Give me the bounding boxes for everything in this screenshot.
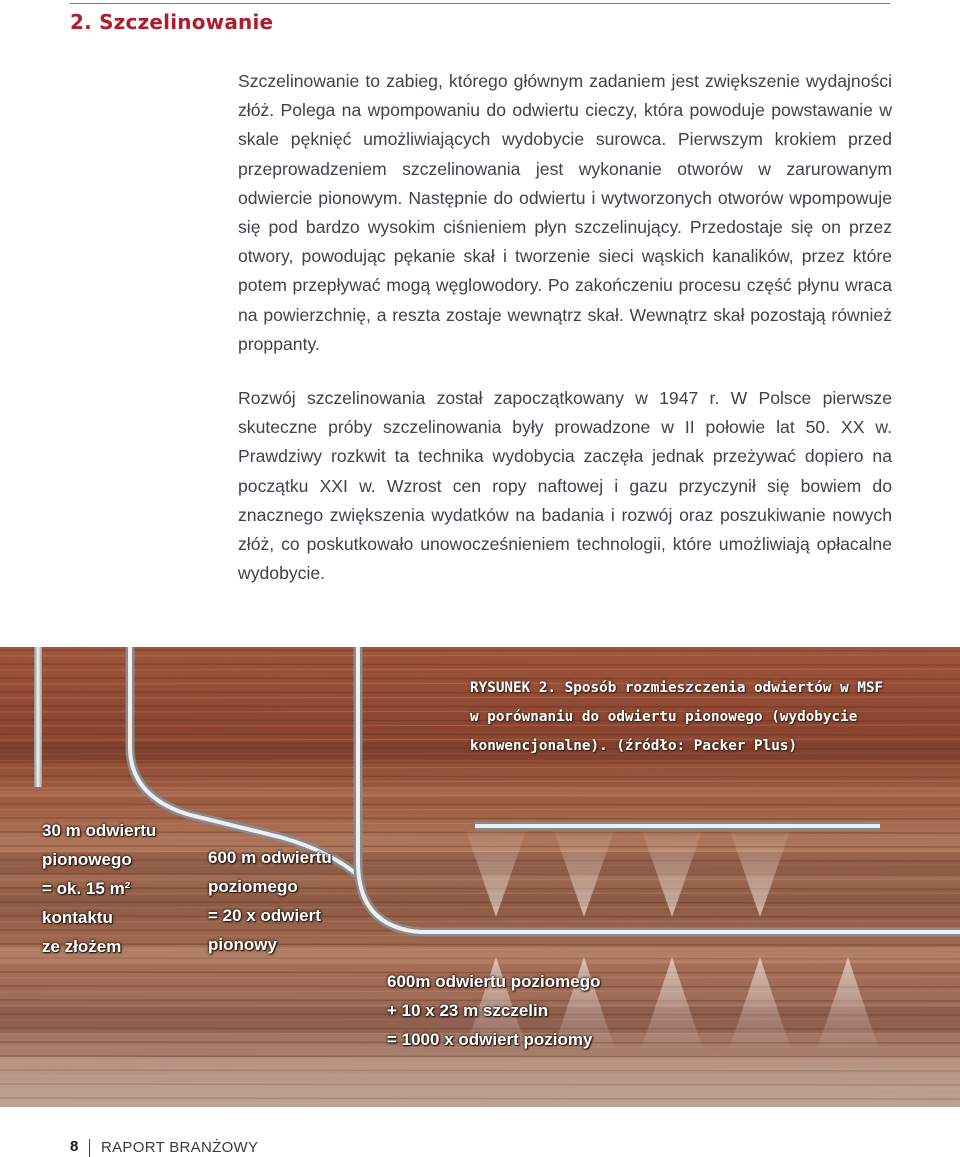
vertical-well-label-line: ze złożem [42,937,122,956]
top-rule [70,3,890,4]
vertical-well-pipe [34,647,42,787]
msf-well-label-line: 600m odwiertu poziomego [387,972,601,991]
section-title: 2. Szczelinowanie [70,10,274,34]
msf-well-label-line: + 10 x 23 m szczelin [387,1001,549,1020]
body-paragraph-1: Szczelinowanie to zabieg, którego głównym zadaniem jest zwiększenie wydajności złóż. Polega na wpompowaniu do odwiertu cieczy, która powoduje powstawanie w skale pęknięć umożliwiających wydobycie surowca. Pierwszym krokiem przed przeprowadzeniem szczelinowania jest wykonanie otworów w zarurowanym odwiercie pionowym. Następnie do odwiertu i wytworzonych otworów wpompowuje się pod bardzo wysokim ciśnieniem płyn szczelinujący. Przedostaje się on przez otwory, powodując pękanie skał i tworzenie sieci wąskich kanalików, przez które potem przepływać mogą węglowodory. Po zakończeniu procesu część płynu wraca na powierzchnię, a reszta zostaje wewnątrz skał. Wewnątrz skał pozostają również proppanty. [238,71,892,354]
horizontal-well-label [208,843,332,959]
figure-caption: RYSUNEK 2. Sposób rozmieszczenia odwiertów w MSF w porównaniu do odwiertu pionowego (wydobycie konwencjonalne). (źródło: Packer Plus) [470,680,884,754]
vertical-well-label [42,816,156,961]
vertical-well-label-line: = ok. 15 m² [42,879,131,898]
vertical-well-label-line: pionowego [42,850,132,869]
vertical-well-label-line: 30 m odwiertu [42,821,157,840]
horizontal-well-label-line: pionowy [208,935,277,954]
footer-divider [89,1139,90,1157]
msf-well-label [387,967,600,1054]
body-paragraph-2: Rozwój szczelinowania został zapoczątkowany w 1947 r. W Polsce pierwsze skuteczne próby szczelinowania były prowadzone w II połowie lat 50. XX w. Prawdziwy rozkwit ta technika wydobycia zaczęła jednak przeżywać dopiero na początku XXI w. Wzrost cen ropy naftowej i gazu przyczynił się bowiem do znacznego zwiększenia wydatków na badania i rozwój oraz poszukiwanie nowych złóż, co poskutkowało unowocześnieniem technologii, które umożliwiają opłacalne wydobycie. [238,388,892,584]
publication-title: RAPORT BRANŻOWY [101,1139,259,1156]
vertical-well-label-line: kontaktu [42,908,113,927]
horizontal-well-label-line: poziomego [208,877,298,896]
horizontal-well-label-line: 600 m odwiertu [208,848,332,867]
msf-well-label-line: = 1000 x odwiert poziomy [387,1030,593,1049]
horizontal-well-label-line: = 20 x odwiert [208,906,321,925]
page-number: 8 [70,1138,79,1155]
